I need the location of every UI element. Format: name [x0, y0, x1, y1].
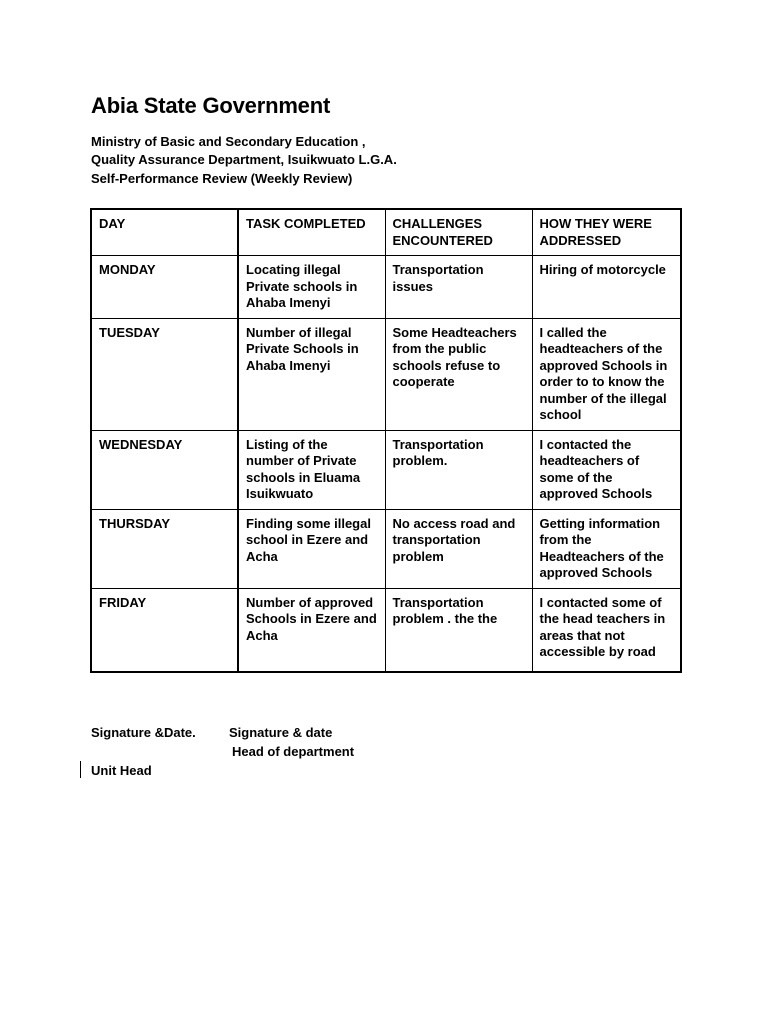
task-cell: Listing of the number of Private schools in Eluama Isuikwuato: [238, 430, 385, 509]
table-row: [91, 318, 681, 430]
challenge-cell: Transportation problem.: [385, 430, 532, 509]
document-title: Abia State Government: [91, 93, 331, 118]
resolution-cell: I contacted some of the head teachers in areas that not accessible by road: [532, 588, 681, 672]
table-row: [91, 256, 681, 319]
day-cell: THURSDAY: [91, 509, 238, 588]
task-cell: Finding some illegal school in Ezere and Acha: [238, 509, 385, 588]
table-row: [91, 588, 681, 672]
resolution-cell: Getting information from the Headteachers of the approved Schools: [532, 509, 681, 588]
day-cell: MONDAY: [91, 256, 238, 319]
resolution-cell: I contacted the headteachers of some of the approved Schools: [532, 430, 681, 509]
table-row: [91, 509, 681, 588]
task-cell: Locating illegal Private schools in Ahaba Imenyi: [238, 256, 385, 319]
header-task-completed: TASK COMPLETED: [238, 209, 385, 256]
challenge-cell: Transportation issues: [385, 256, 532, 319]
signature-date-label: Signature &Date.: [91, 725, 196, 740]
day-cell: WEDNESDAY: [91, 430, 238, 509]
day-cell: TUESDAY: [91, 318, 238, 430]
ministry-line: Ministry of Basic and Secondary Education ,: [91, 134, 366, 149]
table-row: [91, 430, 681, 509]
table-header-row: [91, 209, 681, 256]
resolution-cell: Hiring of motorcycle: [532, 256, 681, 319]
text-cursor: [80, 761, 81, 778]
signature-date-label-hod: Signature & date: [229, 725, 333, 740]
department-line: Quality Assurance Department, Isuikwuato L.G.A.: [91, 152, 397, 167]
challenge-cell: No access road and transportation problem: [385, 509, 532, 588]
challenge-cell: Some Headteachers from the public schools refuse to cooperate: [385, 318, 532, 430]
challenge-cell: Transportation problem . the the: [385, 588, 532, 672]
task-cell: Number of approved Schools in Ezere and Acha: [238, 588, 385, 672]
weekly-review-table: [90, 208, 682, 673]
header-day: DAY: [91, 209, 238, 256]
head-of-department-label: Head of department: [232, 744, 355, 759]
review-type-line: Self-Performance Review (Weekly Review): [91, 171, 353, 186]
resolution-cell: I called the headteachers of the approved Schools in order to to know the number of the illegal school: [532, 318, 681, 430]
day-cell: FRIDAY: [91, 588, 238, 672]
header-how-addressed: HOW THEY WERE ADDRESSED: [532, 209, 681, 256]
header-challenges: CHALLENGES ENCOUNTERED: [385, 209, 532, 256]
unit-head-label: Unit Head: [91, 763, 152, 778]
task-cell: Number of illegal Private Schools in Ahaba Imenyi: [238, 318, 385, 430]
